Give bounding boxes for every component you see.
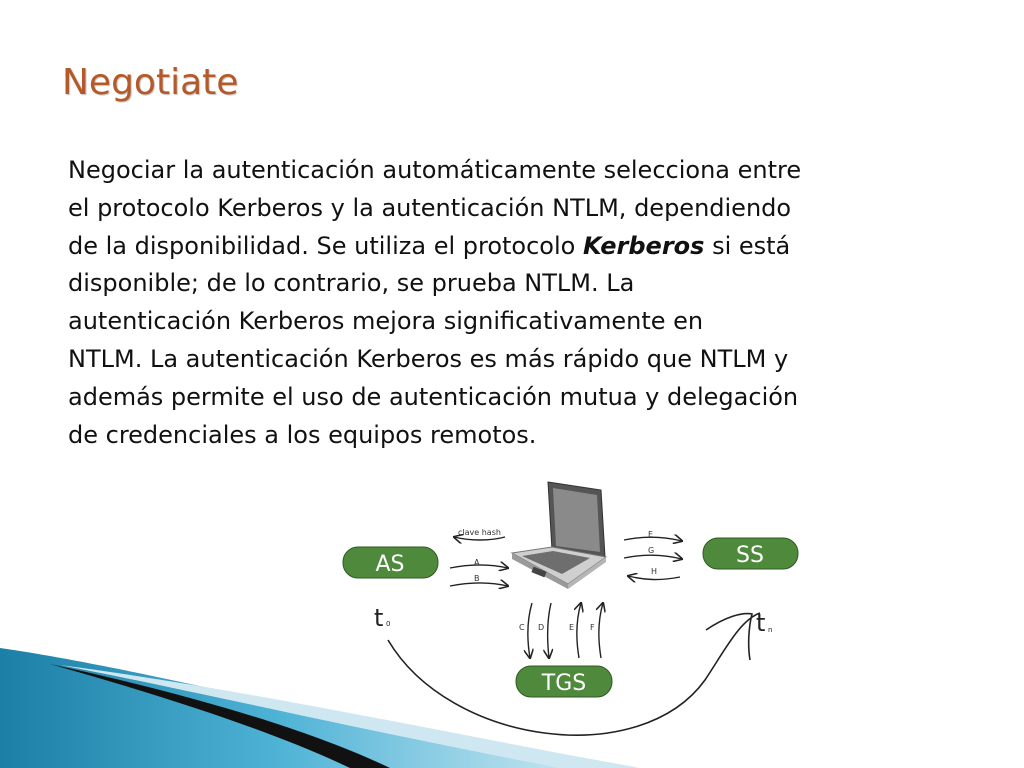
arrow-h [628, 576, 680, 580]
kerberos-emphasis: Kerberos [582, 231, 705, 260]
arrow-clave-hash [454, 537, 505, 540]
body-line: de credenciales a los equipos remotos. [68, 420, 537, 449]
tn-label: t [756, 609, 766, 637]
node-as [343, 547, 438, 578]
arrow-c [528, 603, 532, 658]
body-text-segment: si está [704, 231, 791, 260]
arrow-label-g: G [648, 546, 655, 555]
arrow-e-left [577, 603, 581, 658]
timeline-arrowhead [706, 614, 752, 660]
arrow-label-c: C [519, 623, 525, 632]
arrow-g [624, 555, 682, 559]
arrow-label-b: B [474, 574, 480, 583]
node-tgs-label: TGS [541, 671, 587, 696]
arrow-label-e-right: E [648, 530, 654, 539]
arrow-label-e-left: E [569, 623, 575, 632]
arrow-f [599, 603, 603, 658]
body-line: el protocolo Kerberos y la autenticación NTLM, dependiendo [68, 193, 792, 222]
body-line: autenticación Kerberos mejora significativamente en [68, 307, 704, 336]
arrow-b [450, 583, 508, 586]
body-line: NTLM. La autenticación Kerberos es más rápido que NTLM y [68, 344, 789, 373]
arrow-d [548, 603, 551, 658]
tn-subscript: n [768, 626, 773, 634]
t0-subscript: 0 [386, 620, 391, 628]
node-as-label: AS [375, 552, 405, 577]
node-ss-label: SS [736, 543, 764, 568]
node-tgs [516, 666, 612, 697]
arrow-label-d: D [538, 623, 545, 632]
laptop-icon [512, 482, 606, 589]
slide-title: Negotiate [62, 62, 239, 103]
arrow-label-clave-hash: clave hash [458, 528, 501, 537]
arrow-label-a: A [474, 558, 480, 567]
arrow-label-f: F [590, 623, 595, 632]
body-line: disponible; de lo contrario, se prueba NTLM. La [68, 269, 635, 298]
body-text-segment: de la disponibilidad. Se utiliza el protocolo [68, 231, 583, 260]
t0-label: t [374, 604, 384, 632]
arrow-label-h: H [651, 567, 658, 576]
node-ss [703, 538, 798, 569]
body-line: además permite el uso de autenticación mutua y delegación [68, 382, 799, 411]
body-line: Negociar la autenticación automáticamente selecciona entre [68, 156, 802, 184]
